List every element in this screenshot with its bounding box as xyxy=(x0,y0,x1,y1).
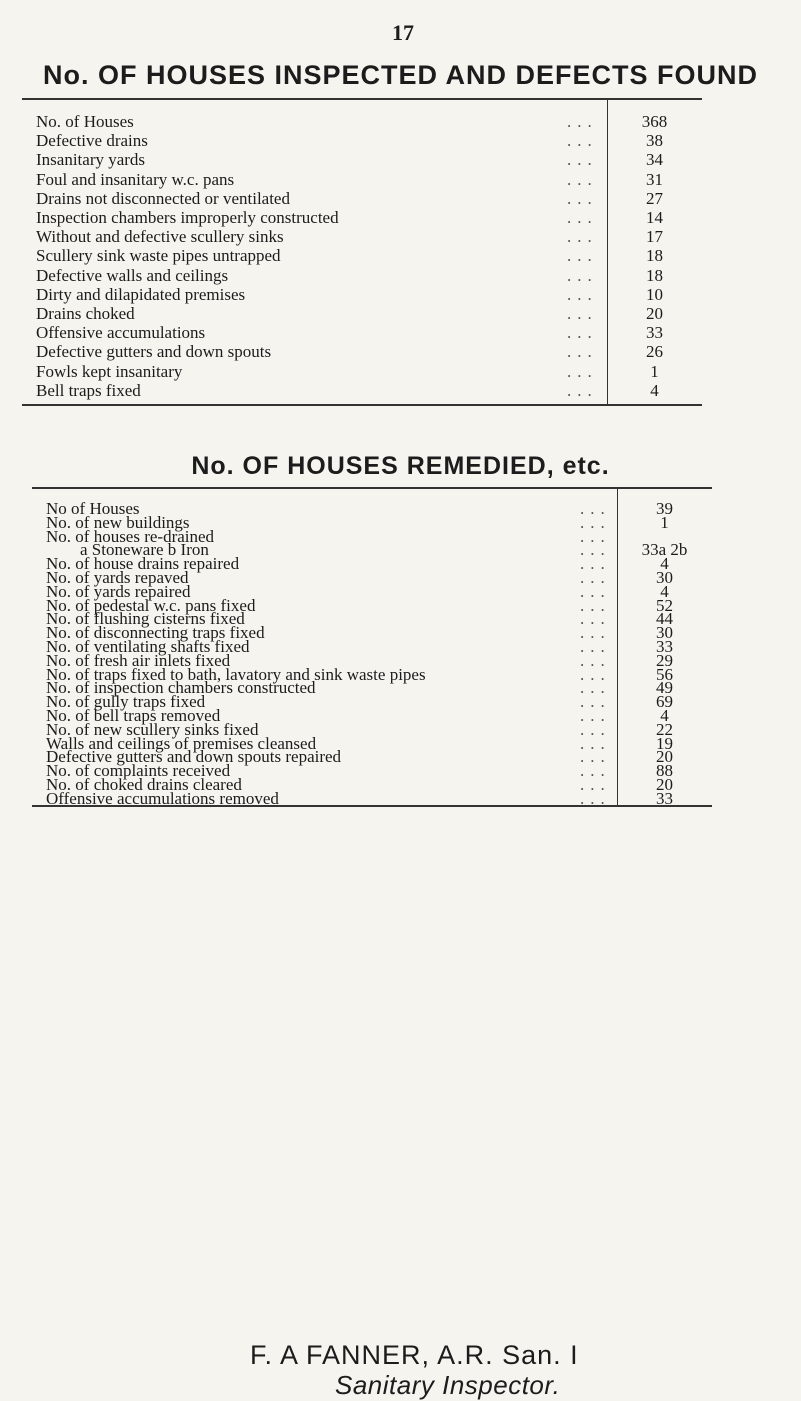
leader-dots: ... xyxy=(567,169,598,189)
row-value: 33 xyxy=(656,788,673,808)
row-value: 4 xyxy=(660,706,669,725)
row-value: 4 xyxy=(660,581,669,601)
table-divider xyxy=(617,489,618,805)
row-label: No. of complaints received xyxy=(46,761,231,781)
row-value: 20 xyxy=(656,747,673,767)
leader-dots: ... xyxy=(567,131,598,151)
row-value: 17 xyxy=(646,227,663,247)
leader-dots: ... xyxy=(567,265,598,285)
defects-table xyxy=(22,98,702,406)
row-value: 4 xyxy=(650,380,659,400)
row-label: Offensive accumulations xyxy=(36,323,206,343)
row-value: 56 xyxy=(656,664,673,684)
leader-dots: ... xyxy=(580,540,611,560)
row-value: 30 xyxy=(656,568,673,587)
row-label: No. of traps fixed to bath, lavatory and sink waste pipes xyxy=(46,664,426,684)
leader-dots: ... xyxy=(580,637,611,656)
leader-dots: ... xyxy=(580,733,611,753)
row-value: 20 xyxy=(656,775,673,794)
row-value: 52 xyxy=(656,595,673,615)
row-label: No. of bell traps removed xyxy=(46,706,221,725)
row-value: 22 xyxy=(656,719,673,739)
signature-name: F. A FANNER, A.R. San. I xyxy=(250,1340,579,1370)
leader-dots: ... xyxy=(567,361,598,381)
row-label: Offensive accumulations removed xyxy=(46,788,279,808)
row-value: 20 xyxy=(646,304,663,323)
row-label: Defective gutters and down spouts repaired xyxy=(46,747,342,767)
row-label: No. of disconnecting traps fixed xyxy=(46,623,265,643)
page-number: 17 xyxy=(392,20,414,45)
row-value: 33a 2b xyxy=(641,540,688,560)
row-value: 34 xyxy=(646,150,663,170)
row-label: No. of house drains repaired xyxy=(46,554,240,574)
row-label: Defective walls and ceilings xyxy=(36,265,229,285)
leader-dots: ... xyxy=(567,304,598,323)
row-label: Fowls kept insanitary xyxy=(36,361,183,381)
row-label: No. of new buildings xyxy=(46,512,190,532)
row-label: Foul and insanitary w.c. pans xyxy=(36,169,235,189)
leader-dots: ... xyxy=(580,581,611,601)
row-value: 18 xyxy=(646,246,663,266)
leader-dots: ... xyxy=(580,788,611,808)
leader-dots: ... xyxy=(567,380,598,400)
leader-dots: ... xyxy=(580,554,611,574)
row-label: No. of choked drains cleared xyxy=(46,775,242,794)
leader-dots: ... xyxy=(580,706,611,725)
row-label: No. of pedestal w.c. pans fixed xyxy=(46,595,256,615)
leader-dots: ... xyxy=(580,664,611,684)
row-value: 368 xyxy=(641,112,668,131)
row-value: 39 xyxy=(656,499,673,518)
row-value: 44 xyxy=(656,609,673,629)
row-value: 18 xyxy=(646,265,663,285)
leader-dots: ... xyxy=(580,623,611,643)
row-label: Defective gutters and down spouts xyxy=(36,342,272,362)
row-label: No of Houses xyxy=(46,499,140,518)
row-label: Without and defective scullery sinks xyxy=(36,227,284,247)
row-label: No. of Houses xyxy=(36,112,134,131)
row-label: No. of ventilating shafts fixed xyxy=(46,637,250,656)
leader-dots: ... xyxy=(567,284,598,304)
leader-dots: ... xyxy=(580,609,611,629)
row-label: a Stoneware b Iron xyxy=(80,540,209,560)
row-value: 33 xyxy=(646,323,663,343)
row-value: 31 xyxy=(646,169,663,189)
row-label: No. of gully traps fixed xyxy=(46,692,206,712)
table-divider xyxy=(607,100,608,404)
row-value: 49 xyxy=(656,678,673,698)
row-value: 1 xyxy=(660,512,669,532)
row-label: Defective drains xyxy=(36,131,148,151)
section-title-remedied: No. OF HOUSES REMEDIED, etc. xyxy=(191,452,610,480)
leader-dots: ... xyxy=(580,678,611,698)
leader-dots: ... xyxy=(580,692,611,712)
row-label: Insanitary yards xyxy=(36,150,146,170)
row-value: 1 xyxy=(650,361,659,381)
row-value: 19 xyxy=(656,733,673,753)
leader-dots: ... xyxy=(567,208,598,227)
row-label: No. of houses re-drained xyxy=(46,526,215,546)
row-label: No. of inspection chambers constructed xyxy=(46,678,316,698)
row-label: No. of new scullery sinks fixed xyxy=(46,719,259,739)
leader-dots: ... xyxy=(580,512,611,532)
leader-dots: ... xyxy=(567,323,598,343)
leader-dots: ... xyxy=(567,112,598,131)
row-label: No. of flushing cisterns fixed xyxy=(46,609,245,629)
row-value: 88 xyxy=(656,761,673,781)
row-label: Scullery sink waste pipes untrapped xyxy=(36,246,281,266)
leader-dots: ... xyxy=(580,568,611,587)
row-value: 69 xyxy=(656,692,673,712)
leader-dots: ... xyxy=(580,650,611,670)
section-title-inspected: No. OF HOUSES INSPECTED AND DEFECTS FOUND xyxy=(42,60,759,90)
row-label: Walls and ceilings of premises cleansed xyxy=(46,733,317,753)
row-value: 4 xyxy=(660,554,669,574)
row-label: Drains choked xyxy=(36,304,135,323)
row-label: Bell traps fixed xyxy=(36,380,141,400)
row-label: No. of yards repaired xyxy=(46,581,191,601)
leader-dots: ... xyxy=(580,775,611,794)
leader-dots: ... xyxy=(580,719,611,739)
row-label: Dirty and dilapidated premises xyxy=(36,284,246,304)
leader-dots: ... xyxy=(580,761,611,781)
remedies-table xyxy=(32,487,712,807)
leader-dots: ... xyxy=(567,188,598,208)
leader-dots: ... xyxy=(567,246,598,266)
row-value: 33 xyxy=(656,637,673,656)
row-value: 38 xyxy=(646,131,663,151)
row-label: Inspection chambers improperly constructed xyxy=(36,208,339,227)
signature-title: Sanitary Inspector. xyxy=(335,1370,561,1400)
leader-dots: ... xyxy=(580,595,611,615)
row-value: 27 xyxy=(646,188,663,208)
row-value: 26 xyxy=(646,342,663,362)
row-label: No. of fresh air inlets fixed xyxy=(46,650,231,670)
leader-dots: ... xyxy=(567,150,598,170)
leader-dots: ... xyxy=(580,499,611,518)
leader-dots: ... xyxy=(580,747,611,767)
row-value: 29 xyxy=(656,650,673,670)
leader-dots: ... xyxy=(567,227,598,247)
row-label: Drains not disconnected or ventilated xyxy=(36,188,290,208)
leader-dots: ... xyxy=(567,342,598,362)
row-value: 10 xyxy=(646,284,663,304)
row-value: 30 xyxy=(656,623,673,643)
row-value: 14 xyxy=(646,208,663,227)
row-label: No. of yards repaved xyxy=(46,568,189,587)
leader-dots: ... xyxy=(580,526,611,546)
